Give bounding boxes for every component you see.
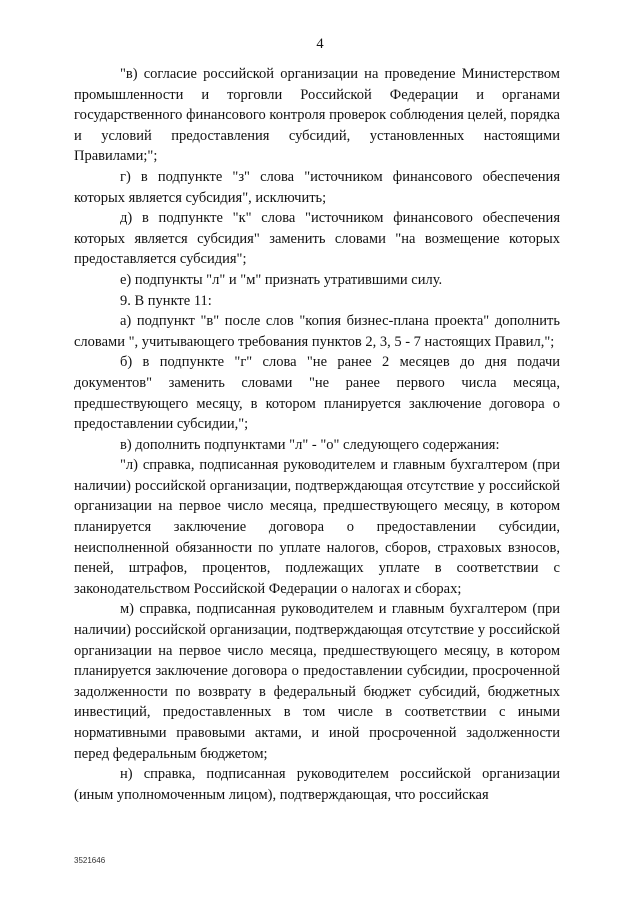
paragraph: в) дополнить подпунктами "л" - "о" следующего содержания: xyxy=(120,436,500,453)
paragraph: "л) справка, подписанная руководителем и главным бухгалтером (при наличии) российской организации, подтверждающая отсутствие у российской организации на первое число месяца, предшествующего месяцу, в котором планируется заключение договора о предоставлении субсидии, неисполненной обязанности по уплате налогов, сборов, страховых взносов, пеней, штрафов, процентов, подлежащих уплате в соответствии с законодательством Российской Федерации о налогах и сборах; xyxy=(74,457,560,597)
paragraph: е) подпункты "л" и "м" признать утратившими силу. xyxy=(120,271,443,288)
paragraph: д) в подпункте "к" слова "источником финансового обеспечения которых является субсидия" заменить словами "на возмещение которых предоставляется субсидия"; xyxy=(74,210,560,268)
paragraph: б) в подпункте "г" слова "не ранее 2 месяцев до дня подачи документов" заменить словами "не ранее первого числа месяца, предшествующего месяцу, в котором планируется заключение договора о предоставлении субсидии,"; xyxy=(74,354,560,433)
paragraph: "в) согласие российской организации на проведение Министерством промышленности и торговли Российской Федерации и органами государственного финансового контроля проверок соблюдения целей, порядка и условий предоставления субсидий, установленных настоящими Правилами;"; xyxy=(74,66,560,165)
paragraph: г) в подпункте "з" слова "источником финансового обеспечения которых является субсидия", исключить; xyxy=(74,168,560,206)
document-body xyxy=(74,64,560,805)
page-number: 4 xyxy=(316,36,324,52)
paragraph: 9. В пункте 11: xyxy=(120,292,212,309)
paragraph: н) справка, подписанная руководителем российской организации (иным уполномоченным лицом), подтверждающая, что российская xyxy=(74,766,560,803)
document-code: 3521646 xyxy=(74,856,106,865)
paragraph: м) справка, подписанная руководителем и главным бухгалтером (при наличии) российской организации, подтверждающая отсутствие у российской организации на первое число месяца, предшествующего месяцу, в котором планируется заключение договора о предоставлении субсидии, просроченной задолженности по возврату в федеральный бюджет субсидий, бюджетных инвестиций, предоставленных в том числе в соответствии с иными нормативными правовыми актами, и иной просроченной задолженности перед федеральным бюджетом; xyxy=(74,601,560,762)
paragraph: а) подпункт "в" после слов "копия бизнес-плана проекта" дополнить словами ", учитывающего требования пунктов 2, 3, 5 - 7 настоящих Правил,"; xyxy=(74,313,560,350)
